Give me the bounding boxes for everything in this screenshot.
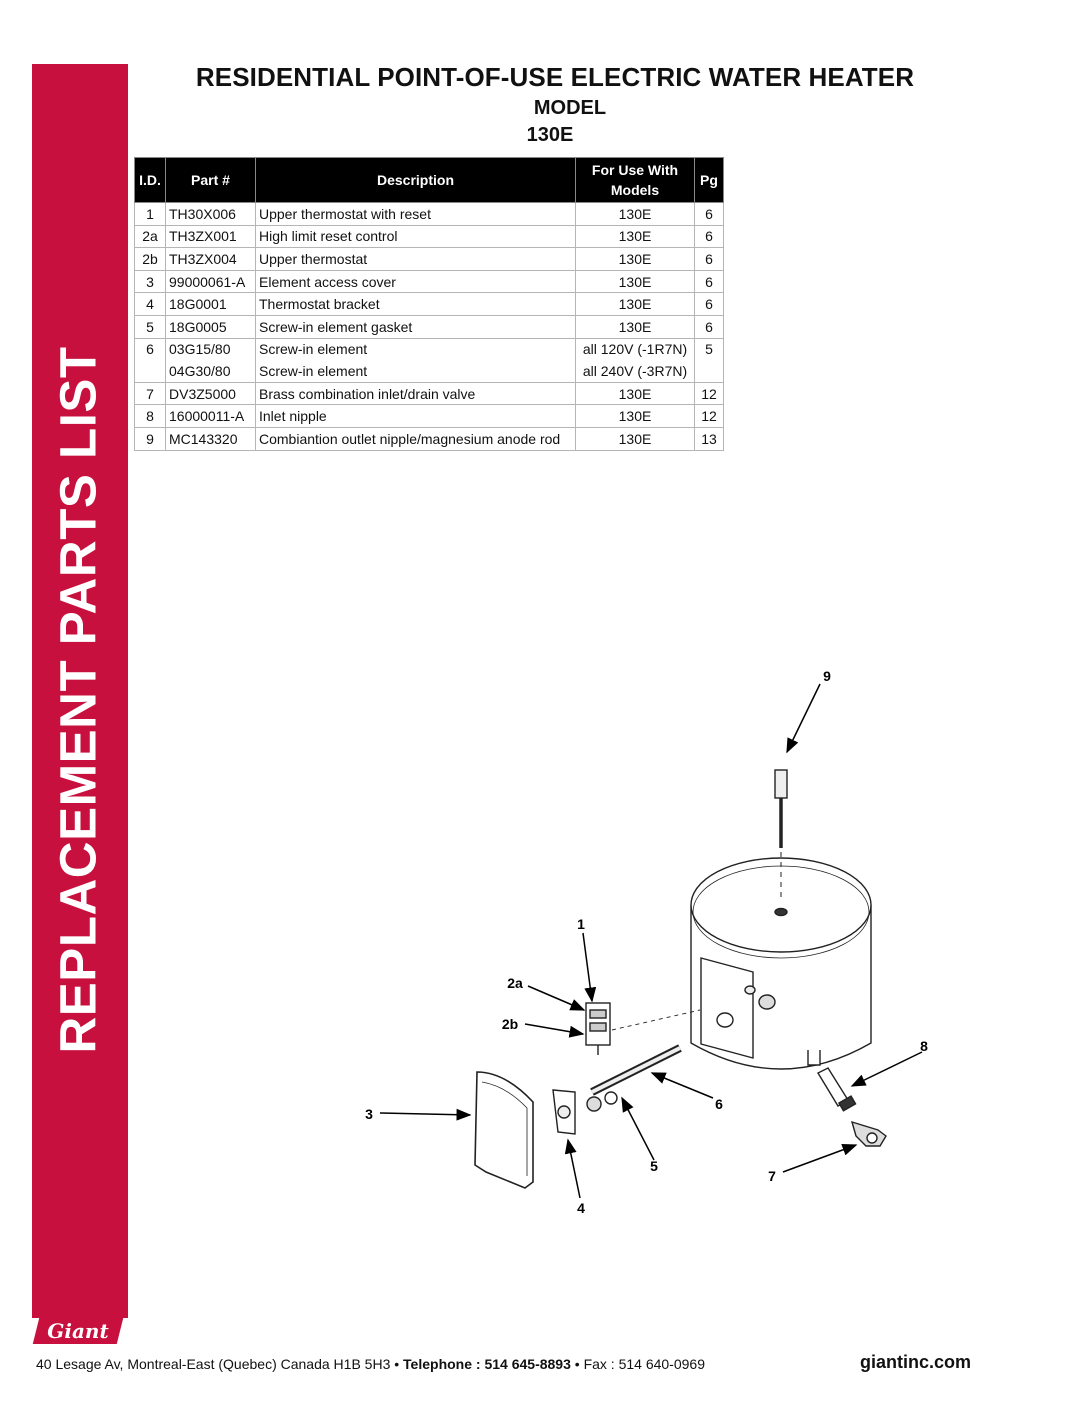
footer-website[interactable]: giantinc.com (860, 1352, 972, 1372)
cell-desc: Screw-in element (256, 360, 576, 382)
cell-desc: High limit reset control (256, 225, 576, 248)
anode-rod (775, 770, 787, 798)
footer-telephone: Telephone : 514 645-8893 (403, 1356, 571, 1372)
header-part: Part # (166, 158, 256, 203)
cell-pg: 6 (695, 203, 724, 226)
arrow-9 (787, 684, 820, 752)
cell-desc: Screw-in element gasket (256, 315, 576, 338)
outlet-fitting (775, 909, 787, 916)
callout-2b: 2b (501, 1016, 519, 1032)
model-value: 130E (526, 124, 574, 146)
arrow-2b (525, 1024, 583, 1034)
callout-6: 6 (715, 1096, 723, 1112)
cell-part: 18G0001 (166, 293, 256, 316)
arrow-1 (583, 933, 592, 1001)
footer-address-line (36, 1356, 705, 1372)
callout-1: 1 (577, 916, 585, 932)
cell-desc: Upper thermostat with reset (256, 203, 576, 226)
footer-address: 40 Lesage Av, Montreal-East (Quebec) Canada H1B 5H3 (36, 1356, 391, 1372)
cell-models: all 120V (-1R7N) (576, 338, 695, 360)
cell-models: 130E (576, 427, 695, 450)
callout-7: 7 (768, 1168, 776, 1184)
cell-part: 03G15/80 (166, 338, 256, 360)
cell-id: 2b (135, 248, 166, 271)
cell-part: TH3ZX004 (166, 248, 256, 271)
cell-models: 130E (576, 382, 695, 405)
cell-id: 2a (135, 225, 166, 248)
callout-5: 5 (650, 1158, 658, 1174)
cell-id: 8 (135, 405, 166, 428)
cell-models: 130E (576, 248, 695, 271)
callout-4: 4 (577, 1200, 585, 1216)
cell-part: MC143320 (166, 427, 256, 450)
arrow-3 (380, 1113, 470, 1115)
cell-pg: 5 (695, 338, 724, 360)
cell-models: 130E (576, 405, 695, 428)
cell-id: 5 (135, 315, 166, 338)
cell-models: 130E (576, 225, 695, 248)
logo-text: Giant (47, 1319, 109, 1343)
arrow-6 (652, 1073, 713, 1098)
cell-pg: 6 (695, 248, 724, 271)
cell-models: 130E (576, 203, 695, 226)
cell-part: 04G30/80 (166, 360, 256, 382)
header-pg: Pg (695, 158, 724, 203)
arrow-8 (852, 1052, 922, 1086)
footer-bullet-2: • (570, 1356, 584, 1372)
cell-part: DV3Z5000 (166, 382, 256, 405)
element-access-opening (701, 958, 753, 1058)
footer-fax: Fax : 514 640-0969 (583, 1356, 705, 1372)
cell-desc: Inlet nipple (256, 405, 576, 428)
cell-id: 6 (135, 338, 166, 360)
callout-3: 3 (365, 1106, 373, 1122)
model-label: MODEL (533, 97, 607, 119)
cell-id: 3 (135, 270, 166, 293)
element-gasket (605, 1092, 617, 1104)
header-models: For Use With Models (576, 158, 695, 203)
cell-pg: 6 (695, 225, 724, 248)
page-title: RESIDENTIAL POINT-OF-USE ELECTRIC WATER HEATER (195, 62, 915, 92)
arrow-2a (528, 986, 584, 1010)
arrow-4 (568, 1140, 580, 1198)
cell-desc: Element access cover (256, 270, 576, 293)
cell-pg: 12 (695, 405, 724, 428)
cell-desc: Upper thermostat (256, 248, 576, 271)
header-id: I.D. (135, 158, 166, 203)
cell-pg: 12 (695, 382, 724, 405)
cell-pg: 13 (695, 427, 724, 450)
cell-id: 7 (135, 382, 166, 405)
callout-8: 8 (920, 1038, 928, 1054)
cell-desc: Combiantion outlet nipple/magnesium anode rod (256, 427, 576, 450)
cell-pg: 6 (695, 270, 724, 293)
cell-pg: 6 (695, 315, 724, 338)
footer-bullet-1: • (390, 1356, 404, 1372)
sidebar-title: REPLACEMENT PARTS LIST (49, 346, 107, 1054)
callout-2a: 2a (507, 975, 523, 991)
cell-part: 18G0005 (166, 315, 256, 338)
cell-part: 16000011-A (166, 405, 256, 428)
cell-desc: Brass combination inlet/drain valve (256, 382, 576, 405)
cell-part: 99000061-A (166, 270, 256, 293)
cell-part: TH3ZX001 (166, 225, 256, 248)
inlet-port (808, 1050, 820, 1065)
arrow-7 (783, 1145, 856, 1172)
cell-id: 9 (135, 427, 166, 450)
cell-models: 130E (576, 315, 695, 338)
cell-models: 130E (576, 270, 695, 293)
cell-models: 130E (576, 293, 695, 316)
cell-id: 1 (135, 203, 166, 226)
cell-id: 4 (135, 293, 166, 316)
cell-desc: Screw-in element (256, 338, 576, 360)
cell-pg: 6 (695, 293, 724, 316)
cell-desc: Thermostat bracket (256, 293, 576, 316)
arrow-5 (622, 1098, 654, 1160)
callout-9: 9 (823, 668, 831, 684)
header-description: Description (256, 158, 576, 203)
cell-models: all 240V (-3R7N) (576, 360, 695, 382)
cell-part: TH30X006 (166, 203, 256, 226)
